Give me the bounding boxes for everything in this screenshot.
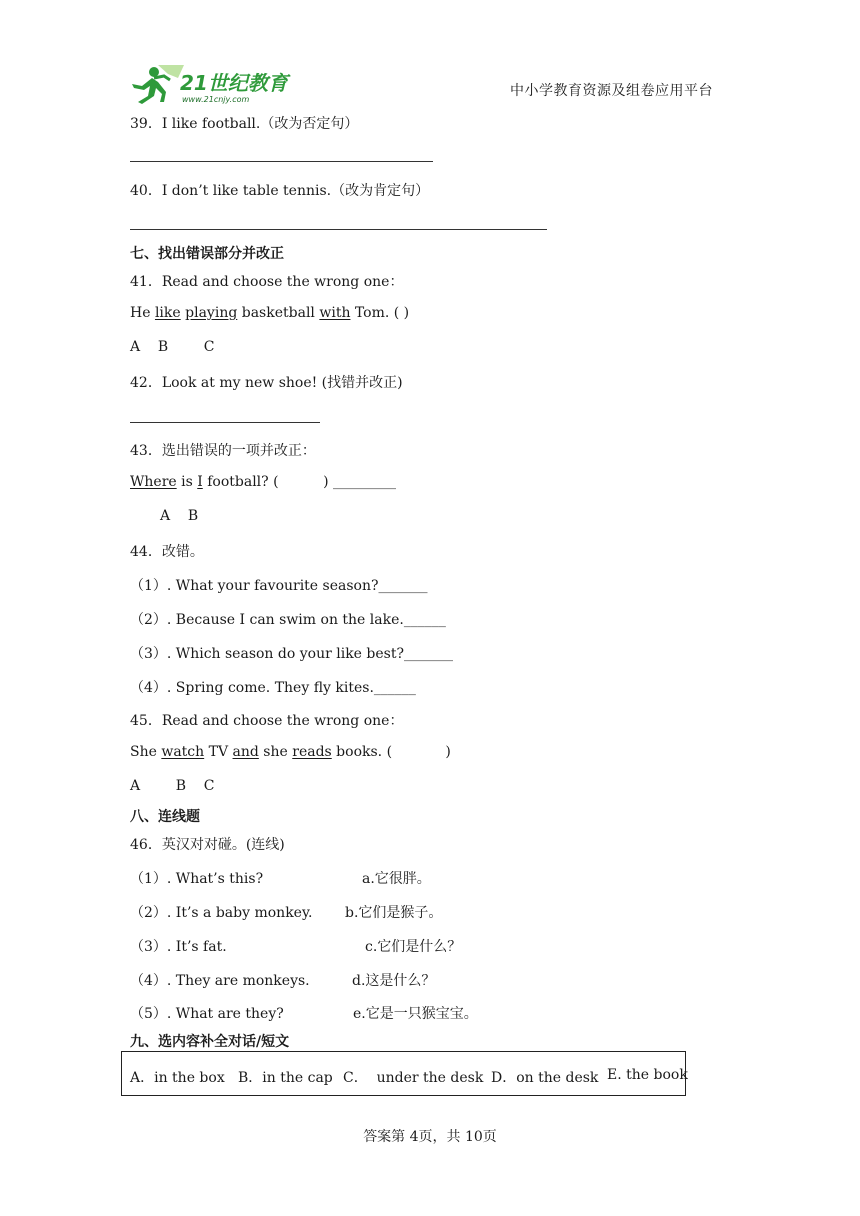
text: basketball [237, 305, 320, 321]
question-39: 39．I like football.（改为否定句） [130, 116, 359, 132]
text: She [130, 744, 162, 760]
question-44-item: （2）. Because I can swim on the lake.______ [130, 612, 446, 628]
section-8-title: 八、连线题 [130, 809, 200, 825]
question-42: 42．Look at my new shoe! (找错并改正) [130, 375, 403, 391]
match-left-item: （5）. What are they? [130, 1006, 284, 1022]
question-45-options: A B C [130, 778, 215, 794]
text: football? ( ) _________ [202, 474, 396, 490]
match-right-item: e.它是一只猴宝宝。 [353, 1006, 478, 1022]
text: TV [204, 744, 233, 760]
question-44-item: （4）. Spring come. They fly kites.______ [130, 680, 416, 696]
underlined-option-b: and [232, 744, 259, 760]
underlined-option-a: Where [130, 474, 177, 490]
match-right-item: d.这是什么？ [352, 973, 436, 989]
section-9-title: 九、选内容补全对话/短文 [130, 1034, 290, 1050]
underlined-option-a: watch [161, 744, 205, 760]
platform-name: 中小学教育资源及组卷应用平台 [510, 83, 713, 99]
question-43-sentence [130, 474, 396, 490]
question-41-prompt: 41．Read and choose the wrong one： [130, 274, 404, 290]
match-left-item: （4）. They are monkeys. [130, 973, 310, 989]
underlined-option-c: with [319, 305, 351, 321]
question-41-options: A B C [130, 339, 215, 355]
option-d: D．on the desk [491, 1070, 599, 1086]
question-44-item: （3）. Which season do your like best?_______ [130, 646, 453, 662]
match-left-item: （2）. It’s a baby monkey. [130, 905, 313, 921]
answer-line-42[interactable] [130, 422, 320, 423]
question-44-title: 44．改错。 [130, 544, 204, 560]
question-41-sentence [130, 305, 409, 321]
logo [128, 62, 298, 106]
question-45-prompt: 45．Read and choose the wrong one： [130, 713, 404, 729]
answer-line-40[interactable] [130, 229, 547, 230]
question-46-title: 46．英汉对对碰。(连线) [130, 837, 285, 853]
text: books. ( ) [331, 744, 451, 760]
match-right-item: b.它们是猴子。 [345, 905, 443, 921]
underlined-option-a: like [154, 305, 181, 321]
underlined-option-c: reads [292, 744, 332, 760]
question-43-options: A B [160, 508, 199, 524]
question-45-sentence [130, 744, 451, 760]
logo-text: 21世纪教育 [180, 71, 288, 95]
text: is [176, 474, 198, 490]
question-44-item: （1）. What your favourite season?_______ [130, 578, 428, 594]
option-b: B．in the cap [238, 1070, 333, 1086]
match-left-item: （3）. It’s fat. [130, 939, 227, 955]
text: Tom. ( ) [350, 305, 410, 321]
logo-url: www.21cnjy.com [182, 95, 250, 104]
text: He [130, 305, 155, 321]
option-c: C． under the desk [343, 1070, 484, 1086]
underlined-option-b: I [197, 474, 203, 490]
match-right-item: a.它很胖。 [362, 871, 431, 887]
runner-logo-icon [128, 62, 298, 106]
option-a: A．in the box [130, 1070, 225, 1086]
question-43-prompt: 43．选出错误的一项并改正： [130, 443, 316, 459]
match-right-item: c.它们是什么？ [365, 939, 462, 955]
option-e: E. the book [607, 1067, 688, 1083]
match-left-item: （1）. What’s this? [130, 871, 264, 887]
answer-line-39[interactable] [130, 161, 433, 162]
page-footer: 答案第 4页，共 10页 [363, 1129, 497, 1145]
text: she [258, 744, 293, 760]
section-7-title: 七、找出错误部分并改正 [130, 246, 284, 262]
question-40: 40．I don’t like table tennis.（改为肯定句） [130, 183, 430, 199]
underlined-option-b: playing [185, 305, 238, 321]
